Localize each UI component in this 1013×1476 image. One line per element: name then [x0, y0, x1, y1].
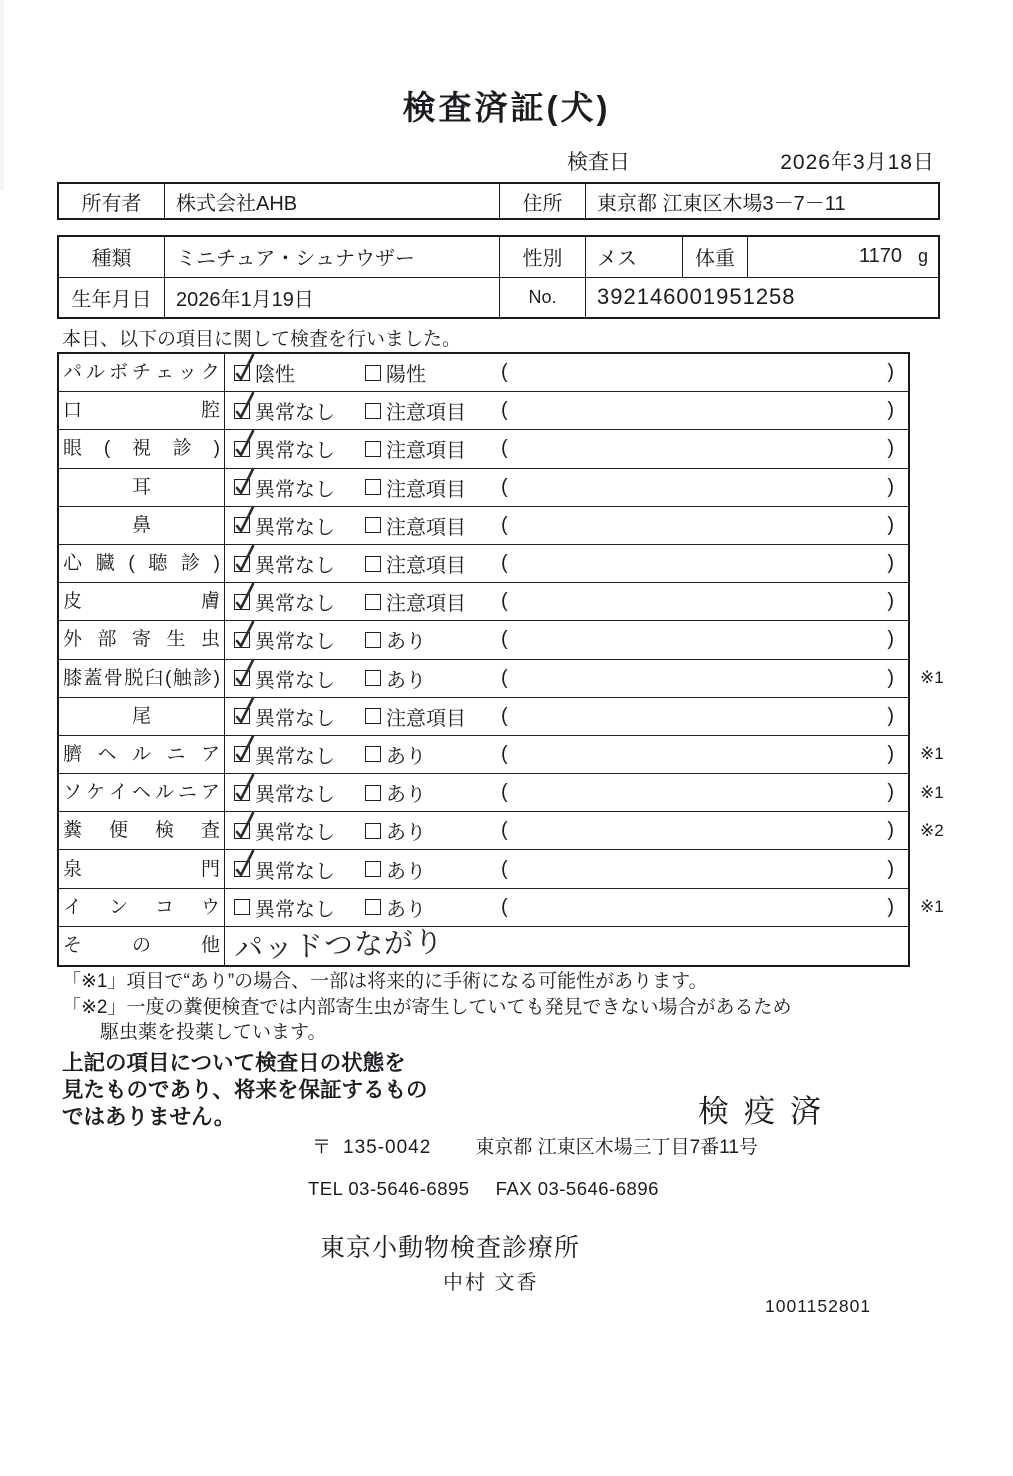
option-primary-label: 異常なし	[255, 669, 335, 692]
option-secondary-label: あり	[386, 745, 426, 768]
option-secondary-label: 注意項目	[386, 478, 466, 501]
table-row	[59, 621, 908, 659]
option-primary	[234, 778, 365, 807]
checkbox	[234, 670, 250, 686]
checkbox	[234, 517, 250, 533]
option-primary-label: 異常なし	[255, 784, 335, 807]
checkbox	[234, 861, 250, 877]
handwritten-note: パッドつながり	[233, 926, 445, 967]
option-primary	[234, 396, 365, 425]
clinic-address: 東京都 江東区木場三丁目7番11号	[475, 1137, 758, 1158]
page-title: 検査済証(犬)	[402, 89, 611, 126]
exam-item-label: パ ル ボ チ ェ ッ ク	[63, 362, 220, 384]
weight-unit: g	[917, 246, 928, 267]
table-row	[59, 698, 908, 736]
footnote-2-line2: 駆虫薬を投薬しています。	[100, 1022, 327, 1043]
checkbox	[234, 479, 250, 495]
inspection-date-label: 検査日	[567, 151, 630, 174]
paren-open: (	[501, 628, 508, 651]
sex-value: メス	[585, 237, 682, 277]
exam-item-label: 尾	[131, 705, 151, 727]
animal-box	[57, 235, 940, 319]
option-secondary-label: あり	[386, 669, 426, 692]
option-primary-label: 異常なし	[255, 440, 335, 463]
table-row	[59, 736, 944, 774]
exam-item-label: 耳	[131, 476, 151, 498]
option-primary-label: 異常なし	[255, 402, 335, 425]
option-secondary	[365, 587, 501, 616]
table-row	[59, 507, 908, 545]
postal-mark-icon: 〒	[312, 1137, 332, 1158]
paren-close: )	[887, 857, 894, 880]
checkbox	[234, 823, 250, 839]
birth-label: 生年月日	[71, 288, 152, 311]
clinic-postal-line	[312, 1132, 758, 1159]
paren-close: )	[887, 552, 894, 575]
option-secondary-label: 注意項目	[386, 707, 466, 730]
option-primary-label: 陰性	[255, 364, 295, 387]
table-row	[59, 927, 908, 965]
checkbox	[365, 556, 381, 572]
paren-open: (	[501, 475, 508, 498]
paren-open: (	[501, 666, 508, 689]
paren-open: (	[501, 437, 508, 460]
paren-close: )	[887, 399, 894, 422]
exam-item-label: 臍 ヘ ル ニ ア	[63, 743, 220, 765]
checkbox	[365, 708, 381, 724]
checkbox	[234, 365, 250, 381]
weight-label: 体重	[682, 237, 747, 277]
exam-item-label: 鼻	[131, 514, 151, 536]
option-secondary	[365, 473, 501, 502]
table-row	[59, 660, 944, 698]
checkbox	[234, 785, 250, 801]
option-primary	[234, 816, 365, 845]
table-row	[59, 392, 908, 430]
table-row	[59, 812, 944, 850]
checkbox	[365, 594, 381, 610]
option-secondary	[365, 396, 501, 425]
paren-close: )	[887, 475, 894, 498]
option-primary	[234, 587, 365, 616]
option-secondary	[365, 855, 501, 884]
option-primary-label: 異常なし	[255, 555, 335, 578]
paren-close: )	[887, 895, 894, 918]
intro-text: 本日、以下の項目に関して検査を行いました。	[62, 329, 462, 350]
paren-open: (	[501, 590, 508, 613]
table-row	[59, 545, 908, 583]
footnote-mark: ※1	[920, 744, 944, 764]
option-secondary	[365, 434, 501, 463]
option-secondary	[365, 778, 501, 807]
paren-open: (	[501, 857, 508, 880]
checkbox	[234, 632, 250, 648]
exam-item-label: イ ン コ ウ	[63, 896, 220, 918]
option-primary-label: 異常なし	[255, 822, 335, 845]
option-primary	[234, 740, 365, 769]
checkbox	[365, 632, 381, 648]
option-primary-label: 異常なし	[255, 631, 335, 654]
owner-box	[57, 182, 940, 220]
option-secondary-label: あり	[386, 822, 426, 845]
option-secondary-label: あり	[386, 631, 426, 654]
checkbox	[234, 708, 250, 724]
paren-open: (	[501, 819, 508, 842]
inspection-table	[57, 352, 944, 967]
table-row	[59, 469, 908, 507]
option-primary-label: 異常なし	[255, 707, 335, 730]
option-secondary-label: あり	[386, 784, 426, 807]
paren-open: (	[501, 895, 508, 918]
option-primary-label: 異常なし	[255, 745, 335, 768]
paren-open: (	[501, 781, 508, 804]
table-row	[59, 583, 908, 621]
owner-label: 所有者	[81, 192, 142, 215]
checkbox	[365, 899, 381, 915]
paren-close: )	[887, 513, 894, 536]
exam-item-label: 眼 ( 視 診 )	[63, 438, 220, 460]
option-primary	[234, 855, 365, 884]
option-primary	[234, 625, 365, 654]
option-primary	[234, 434, 365, 463]
footnote-mark: ※1	[920, 897, 944, 917]
option-secondary	[365, 816, 501, 845]
disclaimer-text: 上記の項目について検査日の状態を 見たものであり、将来を保証するもの ではありません。	[62, 1051, 428, 1129]
checkbox	[234, 403, 250, 419]
birth-value: 2026年1月19日	[164, 278, 499, 318]
paren-open: (	[501, 399, 508, 422]
table-row	[59, 850, 908, 888]
option-secondary	[365, 664, 501, 693]
paren-close: )	[887, 666, 894, 689]
sex-label: 性別	[499, 237, 585, 277]
checkbox	[234, 899, 250, 915]
exam-item-label: そ の 他	[63, 935, 220, 957]
exam-item-label: 膝 蓋 骨 脱 臼 ( 触 診 )	[63, 667, 220, 689]
option-secondary	[365, 625, 501, 654]
exam-item-label: 皮 膚	[63, 591, 220, 613]
paren-close: )	[887, 742, 894, 765]
breed-value: ミニチュア・シュナウザー	[164, 237, 499, 277]
option-primary	[234, 473, 365, 502]
table-row	[59, 430, 908, 468]
footnote-mark: ※1	[920, 668, 944, 688]
option-primary	[234, 549, 365, 578]
option-secondary	[365, 702, 501, 731]
table-row	[59, 889, 944, 927]
no-label: No.	[499, 278, 585, 318]
option-primary-label: 異常なし	[255, 898, 335, 921]
option-primary	[234, 893, 365, 922]
checkbox	[365, 441, 381, 457]
checkbox	[365, 861, 381, 877]
clinic-tel: TEL 03-5646-6895	[308, 1178, 470, 1199]
option-primary	[234, 664, 365, 693]
postal-code: 135-0042	[343, 1137, 432, 1158]
option-secondary-label: あり	[386, 898, 426, 921]
veterinarian-name: 中村 文香	[443, 1272, 539, 1294]
address-value: 東京都 江東区木場3－7－11	[585, 184, 938, 218]
owner-value: 株式会社AHB	[164, 184, 499, 218]
paren-open: (	[501, 513, 508, 536]
table-row	[59, 354, 908, 392]
address-label: 住所	[499, 184, 585, 218]
paren-open: (	[501, 742, 508, 765]
paren-open: (	[501, 361, 508, 384]
footnote-mark: ※2	[920, 820, 944, 840]
paren-close: )	[887, 361, 894, 384]
checkbox	[365, 479, 381, 495]
checkbox	[234, 556, 250, 572]
checkbox	[234, 594, 250, 610]
checkbox	[365, 517, 381, 533]
clinic-tel-fax-line	[308, 1178, 659, 1200]
option-secondary-label: 注意項目	[386, 593, 466, 616]
exam-item-label: ソ ケ イ ヘ ル ニ ア	[63, 782, 220, 804]
checkbox	[234, 441, 250, 457]
checkbox	[365, 365, 381, 381]
option-secondary-label: 注意項目	[386, 402, 466, 425]
option-secondary	[365, 511, 501, 540]
no-value: 392146001951258	[585, 278, 938, 318]
option-secondary	[365, 740, 501, 769]
paren-close: )	[887, 437, 894, 460]
exam-item-label: 泉 門	[63, 858, 220, 880]
exam-item-label: 口 腔	[63, 400, 220, 422]
exam-item-label: 心 臓 ( 聴 診 )	[63, 553, 220, 575]
paren-open: (	[501, 552, 508, 575]
checkbox	[365, 746, 381, 762]
quarantine-stamp: 検疫済	[698, 1094, 836, 1129]
footnote-mark: ※1	[920, 782, 944, 802]
exam-item-label: 外 部 寄 生 虫	[63, 629, 220, 651]
paren-close: )	[887, 781, 894, 804]
option-primary	[234, 511, 365, 540]
option-secondary	[365, 358, 501, 387]
option-secondary-label: 注意項目	[386, 516, 466, 539]
checkbox	[365, 785, 381, 801]
option-primary	[234, 702, 365, 731]
option-primary-label: 異常なし	[255, 593, 335, 616]
inspection-date-value: 2026年3月18日	[780, 151, 935, 174]
paren-close: )	[887, 628, 894, 651]
checkbox	[365, 403, 381, 419]
checkbox	[365, 670, 381, 686]
breed-label: 種類	[91, 248, 132, 271]
option-secondary	[365, 549, 501, 578]
option-primary-label: 異常なし	[255, 478, 335, 501]
clinic-fax: FAX 03-5646-6896	[495, 1178, 659, 1199]
footnote-2-line1: 「※2」一度の糞便検査では内部寄生虫が寄生していても発見できない場合があるため	[62, 997, 792, 1018]
serial-number: 1001152801	[765, 1296, 872, 1316]
paren-close: )	[887, 819, 894, 842]
option-secondary-label: 注意項目	[386, 440, 466, 463]
option-secondary-label: 注意項目	[386, 555, 466, 578]
paren-open: (	[501, 704, 508, 727]
option-secondary-label: あり	[386, 860, 426, 883]
checkbox	[234, 746, 250, 762]
option-primary-label: 異常なし	[255, 516, 335, 539]
weight-cell	[747, 237, 938, 277]
option-secondary	[365, 893, 501, 922]
paren-close: )	[887, 590, 894, 613]
option-primary	[234, 358, 365, 387]
checkbox	[365, 823, 381, 839]
footnote-1: 「※1」項目で“あり”の場合、一部は将来的に手術になる可能性があります。	[62, 971, 708, 992]
table-row	[59, 774, 944, 812]
paren-close: )	[887, 704, 894, 727]
exam-item-label: 糞 便 検 査	[63, 820, 220, 842]
option-secondary-label: 陽性	[386, 364, 426, 387]
weight-value: 1170	[858, 245, 902, 268]
clinic-name: 東京小動物検査診療所	[320, 1234, 581, 1262]
option-primary-label: 異常なし	[255, 860, 335, 883]
